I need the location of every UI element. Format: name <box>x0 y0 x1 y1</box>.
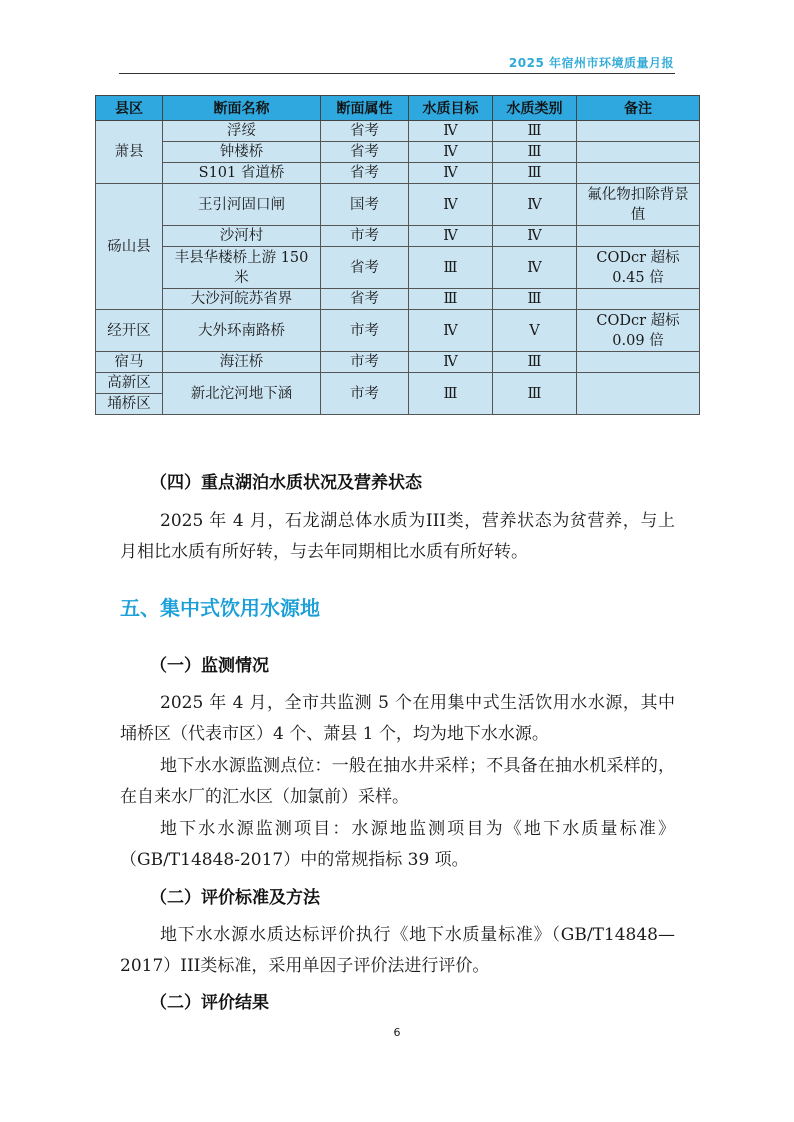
county-cell: 高新区 <box>96 373 163 394</box>
section-name-cell: 丰县华楼桥上游 150 米 <box>163 247 321 289</box>
table-row <box>96 289 700 310</box>
target-cell: Ⅳ <box>409 142 493 163</box>
section-name-cell: 王引河固口闸 <box>163 184 321 226</box>
table-row <box>96 373 700 394</box>
standard-heading: （二）评价标准及方法 <box>150 888 320 908</box>
table-row <box>96 163 700 184</box>
lake-paragraph: 2025 年 4 月，石龙湖总体水质为III类，营养状态为贫营养，与上月相比水质有所好转，与去年同期相比水质有所好转。 <box>120 511 675 562</box>
county-cell: 萧县 <box>96 121 163 184</box>
target-cell: Ⅳ <box>409 226 493 247</box>
section-heading: 五、集中式饮用水源地 <box>120 596 320 620</box>
column-header: 水质目标 <box>409 96 493 121</box>
county-cell: 埇桥区 <box>96 394 163 415</box>
monitoring-paragraph: 2025 年 4 月，全市共监测 5 个在用集中式生活饮用水水源，其中埇桥区（代表市区）4 个、萧县 1 个，均为地下水水源。 <box>120 693 675 744</box>
section-name-cell: S101 省道桥 <box>163 163 321 184</box>
county-cell: 砀山县 <box>96 184 163 310</box>
water-quality-table <box>95 95 700 415</box>
table-row <box>96 226 700 247</box>
monitoring-heading: （一）监测情况 <box>150 656 269 676</box>
section-attr-cell: 市考 <box>321 310 409 352</box>
class-cell: Ⅲ <box>493 289 577 310</box>
target-cell: Ⅲ <box>409 289 493 310</box>
note-cell <box>577 352 700 373</box>
class-cell: Ⅲ <box>493 352 577 373</box>
report-header-title: 2025 年宿州市环境质量月报 <box>508 56 674 70</box>
target-cell: Ⅳ <box>409 352 493 373</box>
table-header-row <box>96 96 700 121</box>
note-cell <box>577 142 700 163</box>
table-row <box>96 352 700 373</box>
class-cell: Ⅲ <box>493 142 577 163</box>
table-row <box>96 310 700 352</box>
standard-paragraph: 地下水水源水质达标评价执行《地下水质量标准》（GB/T14848—2017）III类标准，采用单因子评价法进行评价。 <box>120 925 675 976</box>
section-name-cell: 大外环南路桥 <box>163 310 321 352</box>
section-attr-cell: 市考 <box>321 373 409 415</box>
class-cell: Ⅳ <box>493 184 577 226</box>
class-cell: Ⅲ <box>493 163 577 184</box>
section-attr-cell: 市考 <box>321 226 409 247</box>
section-attr-cell: 国考 <box>321 184 409 226</box>
table-row <box>96 121 700 142</box>
section-name-cell: 新北沱河地下涵 <box>163 373 321 415</box>
table-row <box>96 247 700 289</box>
section-name-cell: 浮绥 <box>163 121 321 142</box>
section-attr-cell: 省考 <box>321 142 409 163</box>
section-attr-cell: 省考 <box>321 247 409 289</box>
result-heading: （二）评价结果 <box>150 993 269 1013</box>
section-name-cell: 钟楼桥 <box>163 142 321 163</box>
class-cell: Ⅴ <box>493 310 577 352</box>
note-cell <box>577 121 700 142</box>
note-cell: CODcr 超标 0.45 倍 <box>577 247 700 289</box>
section-name-cell: 大沙河皖苏省界 <box>163 289 321 310</box>
note-cell <box>577 226 700 247</box>
section-name-cell: 海汪桥 <box>163 352 321 373</box>
note-cell: CODcr 超标 0.09 倍 <box>577 310 700 352</box>
column-header: 备注 <box>577 96 700 121</box>
section-attr-cell: 省考 <box>321 121 409 142</box>
section-attr-cell: 市考 <box>321 352 409 373</box>
note-cell <box>577 163 700 184</box>
note-cell <box>577 373 700 415</box>
target-cell: Ⅳ <box>409 121 493 142</box>
class-cell: Ⅲ <box>493 121 577 142</box>
class-cell: Ⅳ <box>493 226 577 247</box>
column-header: 水质类别 <box>493 96 577 121</box>
column-header: 断面属性 <box>321 96 409 121</box>
table-row <box>96 184 700 226</box>
target-cell: Ⅳ <box>409 163 493 184</box>
county-cell: 宿马 <box>96 352 163 373</box>
target-cell: Ⅲ <box>409 373 493 415</box>
sampling-paragraph: 地下水水源监测点位：一般在抽水井采样；不具备在抽水机采样的，在自来水厂的汇水区（加氯前）采样。 <box>120 756 675 807</box>
table-row <box>96 142 700 163</box>
target-cell: Ⅳ <box>409 184 493 226</box>
note-cell: 氟化物扣除背景值 <box>577 184 700 226</box>
section-attr-cell: 省考 <box>321 289 409 310</box>
page-number: 6 <box>393 1026 401 1039</box>
note-cell <box>577 289 700 310</box>
section-attr-cell: 省考 <box>321 163 409 184</box>
header-divider <box>119 73 675 74</box>
county-cell: 经开区 <box>96 310 163 352</box>
class-cell: Ⅳ <box>493 247 577 289</box>
class-cell: Ⅲ <box>493 373 577 415</box>
column-header: 县区 <box>96 96 163 121</box>
target-cell: Ⅳ <box>409 310 493 352</box>
column-header: 断面名称 <box>163 96 321 121</box>
lake-heading: （四）重点湖泊水质状况及营养状态 <box>150 473 422 493</box>
section-name-cell: 沙河村 <box>163 226 321 247</box>
target-cell: Ⅲ <box>409 247 493 289</box>
items-paragraph: 地下水水源监测项目：水源地监测项目为《地下水质量标准》（GB/T14848-2017）中的常规指标 39 项。 <box>120 819 675 870</box>
